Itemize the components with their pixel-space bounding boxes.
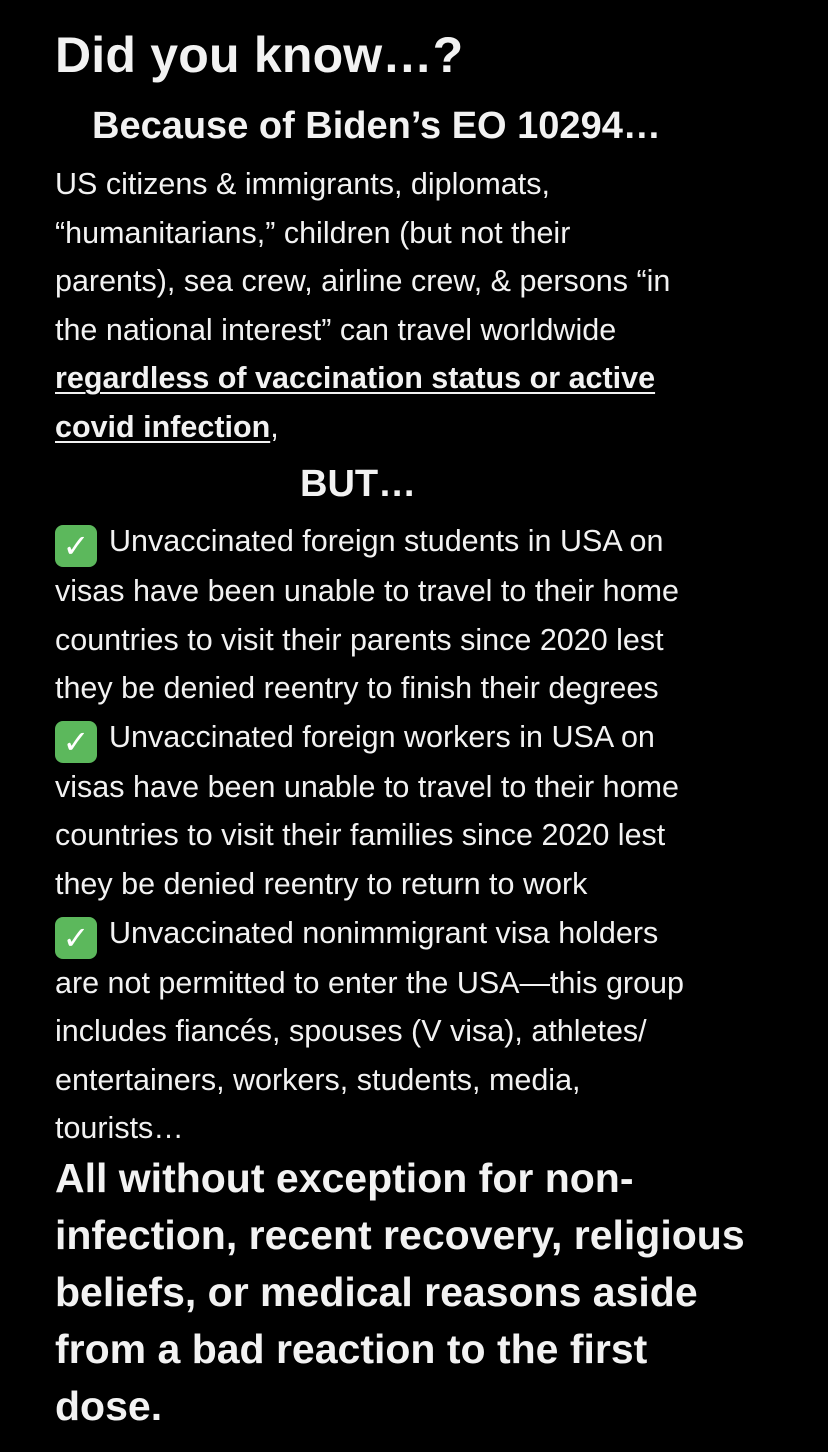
- check-mark-icon: ✓: [55, 721, 97, 763]
- bullet-line: visas have been unable to travel to their home: [55, 574, 679, 608]
- intro-line: the national interest” can travel worldwide: [55, 312, 617, 347]
- comma: ,: [270, 409, 279, 444]
- bullet-item: [55, 909, 815, 1153]
- intro-paragraph: [55, 160, 805, 452]
- subtitle: Because of Biden’s EO 10294…: [92, 105, 661, 147]
- closing-line: dose.: [55, 1383, 163, 1429]
- bullet-text: Unvaccinated nonimmigrant visa holders: [109, 915, 659, 950]
- bullet-list: [55, 517, 815, 1153]
- bullet-line: countries to visit their families since 2020 lest: [55, 818, 666, 853]
- intro-line: parents), sea crew, airline crew, & persons “in: [55, 264, 671, 299]
- check-mark-icon: ✓: [55, 917, 97, 959]
- closing-line: All without exception for non-: [55, 1155, 634, 1201]
- closing-line: beliefs, or medical reasons aside: [55, 1269, 698, 1315]
- bullet-line: are not permitted to enter the USA—this group: [55, 965, 684, 1000]
- bullet-line: they be denied reentry to return to work: [55, 866, 588, 901]
- bullet-first-line: [55, 713, 815, 763]
- bullet-line: visas have been unable to travel to their home: [55, 769, 679, 804]
- intro-line: US citizens & immigrants, diplomats,: [55, 167, 550, 201]
- intro-line: “humanitarians,” children (but not their: [55, 215, 571, 250]
- bullet-item: [55, 517, 815, 713]
- bullet-line: tourists…: [55, 1111, 184, 1146]
- closing-statement: [55, 1150, 815, 1435]
- intro-underlined-line: [55, 354, 805, 403]
- bullet-line: includes fiancés, spouses (V visa), athletes/: [55, 1014, 647, 1049]
- but-heading: BUT…: [300, 463, 417, 505]
- page-title: Did you know…?: [55, 27, 464, 83]
- bullet-first-line: [55, 517, 815, 567]
- intro-underlined-line: [55, 403, 805, 452]
- closing-line: infection, recent recovery, religious: [55, 1212, 745, 1258]
- underlined-text: covid infection: [55, 409, 271, 444]
- bullet-line: they be denied reentry to finish their degrees: [55, 671, 659, 706]
- bullet-text: Unvaccinated foreign students in USA on: [109, 524, 664, 558]
- underlined-text: regardless of vaccination status or active: [55, 361, 656, 396]
- bullet-first-line: [55, 909, 815, 959]
- bullet-line: entertainers, workers, students, media,: [55, 1062, 581, 1097]
- bullet-line: countries to visit their parents since 2020 lest: [55, 622, 664, 657]
- bullet-item: [55, 713, 815, 909]
- bullet-text: Unvaccinated foreign workers in USA on: [109, 719, 655, 754]
- closing-line: from a bad reaction to the first: [55, 1326, 648, 1372]
- check-mark-icon: ✓: [55, 525, 97, 567]
